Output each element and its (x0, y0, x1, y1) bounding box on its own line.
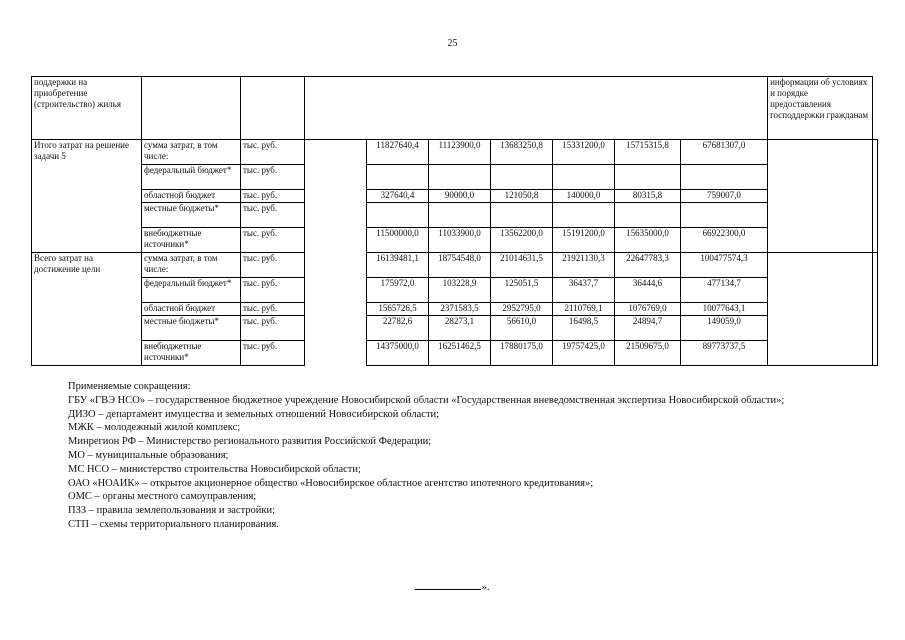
value-cell: 11827640,4 (367, 140, 429, 165)
value-cell: 1565726,5 (367, 303, 429, 316)
expenses-table (31, 76, 878, 366)
value-cell: 11500000,0 (367, 228, 429, 253)
note-line: ПЗЗ – правила землепользования и застройки; (68, 505, 276, 517)
table-row (32, 253, 878, 278)
value-cell: 56610,0 (491, 316, 553, 341)
value-cell: 1076769,0 (615, 303, 681, 316)
blank-cell (768, 140, 873, 253)
value-cell: 28273,1 (429, 316, 491, 341)
value-cell: 175972,0 (367, 278, 429, 303)
value-cell (681, 203, 768, 228)
note-line: МЖК – молодежный жилой комплекс; (68, 422, 241, 434)
note-line: ОАО «НОАИК» – открытое акционерное общество «Новосибирское областное агентство ипотечного кредитования»; (68, 477, 594, 489)
header-cell-last: информации об условиях и порядке предоставления господдержки гражданам (768, 77, 873, 140)
value-cell: 16498,5 (553, 316, 615, 341)
value-cell: 36437,7 (553, 278, 615, 303)
value-cell: 18754548,0 (429, 253, 491, 278)
table-row (32, 190, 878, 203)
table-row (32, 228, 878, 253)
note-line: ДИЗО – департамент имущества и земельных отношений Новосибирской области; (68, 408, 440, 420)
value-cell: 90000,0 (429, 190, 491, 203)
note-line: МО – муниципальные образования; (68, 449, 229, 461)
section-title: Итого затрат на решение задачи 5 (32, 140, 142, 253)
row-label: местные бюджеты* (142, 316, 241, 341)
note-line: ГБУ «ГВЭ НСО» – государственное бюджетное учреждение Новосибирской области «Государственная вневедомственная экспертиза Новосибирской области»; (68, 394, 785, 406)
empty-cell (305, 228, 367, 253)
value-cell (491, 165, 553, 190)
value-cell: 21921130,3 (553, 253, 615, 278)
value-cell: 759007,0 (681, 190, 768, 203)
value-cell (367, 165, 429, 190)
header-cell-first: поддержки на приобретение (строительство) жилья (32, 77, 142, 140)
value-cell: 121050,8 (491, 190, 553, 203)
header-cell (142, 77, 241, 140)
empty-cell (305, 140, 367, 165)
value-cell (553, 203, 615, 228)
value-cell: 103228,9 (429, 278, 491, 303)
table-row (32, 278, 878, 303)
value-cell (553, 165, 615, 190)
row-label: внебюджетные источники* (142, 341, 241, 366)
value-cell: 14375000,0 (367, 341, 429, 366)
value-cell (429, 165, 491, 190)
empty-cell (305, 303, 367, 316)
value-cell: 10077643,1 (681, 303, 768, 316)
value-cell: 15635000,0 (615, 228, 681, 253)
value-cell: 16251462,5 (429, 341, 491, 366)
value-cell: 477134,7 (681, 278, 768, 303)
table-body (32, 77, 878, 366)
note-line: Применяемые сокращения: (68, 381, 191, 392)
value-cell: 149059,0 (681, 316, 768, 341)
value-cell: 15331200,0 (553, 140, 615, 165)
value-cell: 89773737,5 (681, 341, 768, 366)
row-unit: тыс. руб. (241, 278, 305, 303)
row-unit: тыс. руб. (241, 190, 305, 203)
table-row (32, 316, 878, 341)
row-label: областной бюджет (142, 190, 241, 203)
value-cell (429, 203, 491, 228)
row-label: сумма затрат, в том числе: (142, 253, 241, 278)
value-cell: 125051,5 (491, 278, 553, 303)
empty-cell (305, 341, 367, 366)
value-cell: 13562200,0 (491, 228, 553, 253)
value-cell (491, 203, 553, 228)
row-unit: тыс. руб. (241, 316, 305, 341)
value-cell: 19757425,0 (553, 341, 615, 366)
blank-cell (873, 140, 878, 253)
empty-cell (305, 316, 367, 341)
page-number: 25 (447, 38, 458, 49)
row-label: внебюджетные источники* (142, 228, 241, 253)
value-cell: 13683250,8 (491, 140, 553, 165)
value-cell: 327640,4 (367, 190, 429, 203)
row-unit: тыс. руб. (241, 253, 305, 278)
note-line: МС НСО – министерство строительства Новосибирской области; (68, 463, 361, 475)
value-cell: 21509675,0 (615, 341, 681, 366)
value-cell: 67681307,0 (681, 140, 768, 165)
value-cell: 140000,0 (553, 190, 615, 203)
document-ending (0, 580, 905, 593)
empty-cell (305, 203, 367, 228)
row-unit: тыс. руб. (241, 203, 305, 228)
value-cell: 100477574,3 (681, 253, 768, 278)
value-cell: 21014631,5 (491, 253, 553, 278)
value-cell: 11123900,0 (429, 140, 491, 165)
value-cell (615, 165, 681, 190)
table-row (32, 165, 878, 190)
value-cell: 36444,6 (615, 278, 681, 303)
value-cell: 24894,7 (615, 316, 681, 341)
signature-line (415, 580, 481, 590)
row-unit: тыс. руб. (241, 228, 305, 253)
row-label: областной бюджет (142, 303, 241, 316)
value-cell: 16139481,1 (367, 253, 429, 278)
value-cell (681, 165, 768, 190)
table-row (32, 341, 878, 366)
row-label: федеральный бюджет* (142, 278, 241, 303)
value-cell: 11033900,0 (429, 228, 491, 253)
value-cell: 15191200,0 (553, 228, 615, 253)
blank-cell (873, 253, 878, 366)
row-unit: тыс. руб. (241, 303, 305, 316)
value-cell: 66922300,0 (681, 228, 768, 253)
section-title: Всего затрат на достижение цели (32, 253, 142, 366)
row-unit: тыс. руб. (241, 341, 305, 366)
header-cell-values (305, 77, 768, 140)
note-line: ОМС – органы местного самоуправления; (68, 491, 257, 503)
table-row (32, 303, 878, 316)
empty-cell (305, 278, 367, 303)
row-label: местные бюджеты* (142, 203, 241, 228)
abbreviations-notes (36, 380, 874, 532)
blank-cell (768, 253, 873, 366)
value-cell: 17880175,0 (491, 341, 553, 366)
empty-cell (305, 165, 367, 190)
header-cell (241, 77, 305, 140)
row-label: сумма затрат, в том числе: (142, 140, 241, 165)
table-row (32, 203, 878, 228)
value-cell: 2110769,1 (553, 303, 615, 316)
empty-cell (305, 253, 367, 278)
empty-cell (305, 190, 367, 203)
table-row (32, 140, 878, 165)
value-cell (367, 203, 429, 228)
value-cell: 22782,6 (367, 316, 429, 341)
row-label: федеральный бюджет* (142, 165, 241, 190)
note-line: Минрегион РФ – Министерство регионального развития Российской Федерации; (68, 436, 432, 448)
closing-quote: ». (481, 581, 490, 593)
note-line: СТП – схемы территориального планирования. (68, 518, 279, 530)
value-cell: 2371583,5 (429, 303, 491, 316)
value-cell: 2952795,0 (491, 303, 553, 316)
value-cell: 22647783,3 (615, 253, 681, 278)
row-unit: тыс. руб. (241, 165, 305, 190)
row-unit: тыс. руб. (241, 140, 305, 165)
value-cell (615, 203, 681, 228)
value-cell: 80315,8 (615, 190, 681, 203)
header-row (32, 77, 878, 140)
value-cell: 15715315,8 (615, 140, 681, 165)
